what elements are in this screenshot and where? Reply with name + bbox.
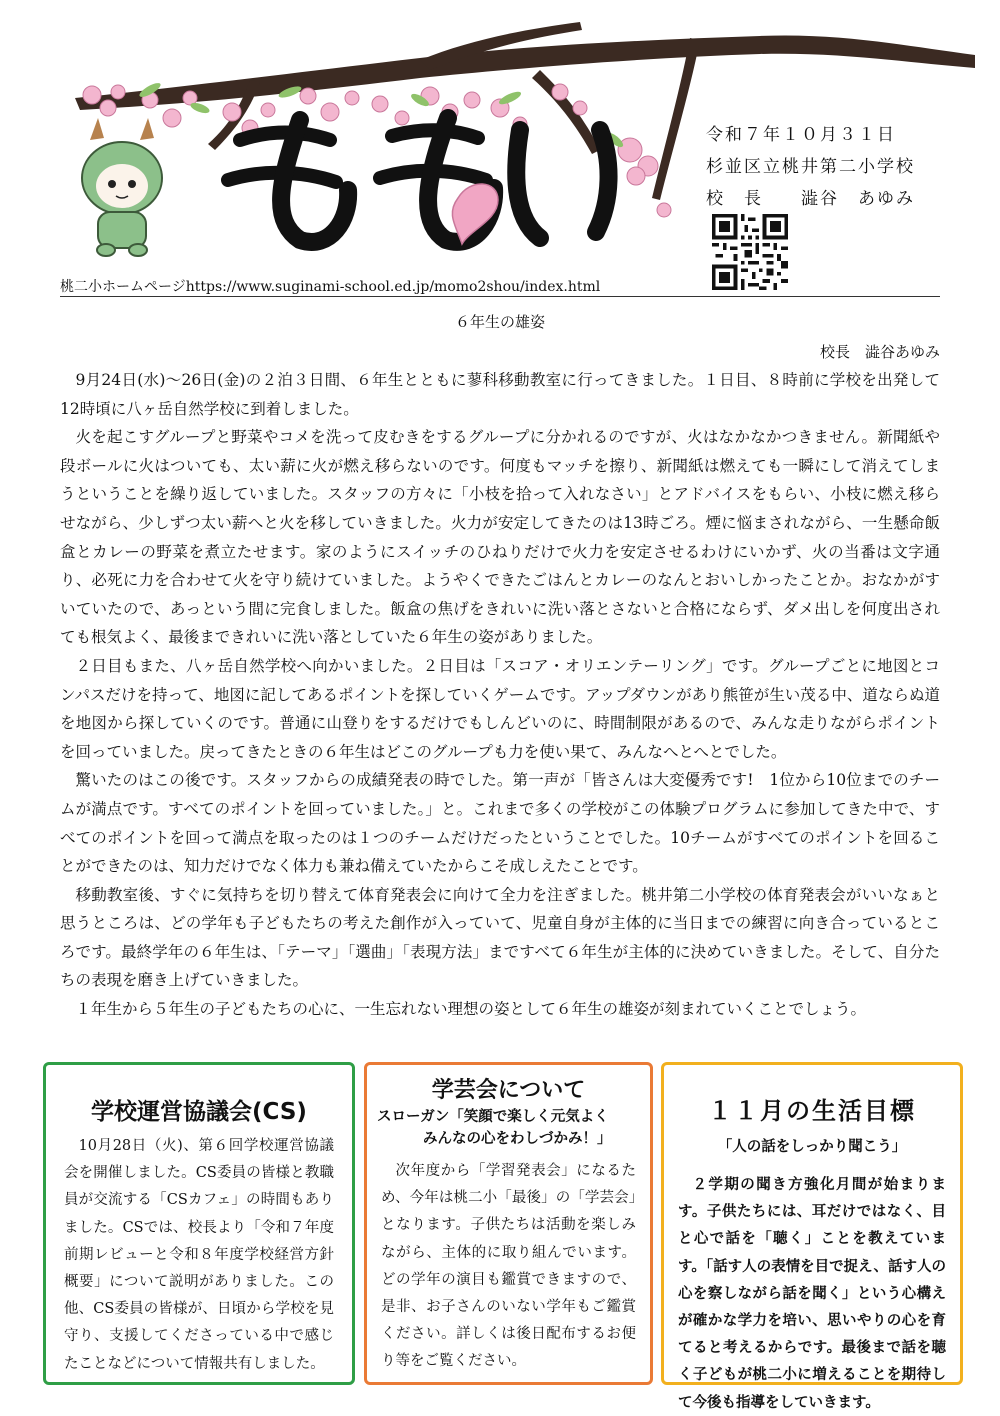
cs-box-text: 10月28日（火)、第６回学校運営協議会を開催しました。CS委員の皆様と教職員が交流する「CSカフェ」の時間もありました。CSでは、校長より「令和７年度前期レビューと令和８年度学校経営方針概要」について説明がありました。この他、CS委員の皆様が、日頃から学校を見守り、支援してくださっている中で感じたことなどについて情報共有しました。 (64, 1138, 334, 1372)
blossom-cluster (83, 84, 671, 217)
qr-code-icon (712, 214, 788, 290)
article-paragraph: 火を起こすグループと野菜やコメを洗って皮むきをするグループに分かれるのですが、火はなかなかつきません。新聞紙や段ボールに火はついても、太い薪に火が燃え移らないのです。何度もマッチを擦り、新聞紙は燃えても一瞬にして消えてしまうということを繰り返していました。スタッフの方々に「小枝を拾って入れなさい」とアドバイスをもらい、小枝に燃え移らせながら、少しずつ太い薪へと火を移していきました。火力が安定してきたのは13時ごろ。煙に悩まされながら、一生懸命飯盒とカレーの野菜を煮立たせます。家のようにスイッチのひねりだけで火力を安定させるわけにいかず、火の当番は文字通り、必死に力を合わせて火を守り続けていました。ようやくできたごはんとカレーのなんとおいしかったことか。おなかがすいていたので、あっという間に完食しました。飯盒の焦げをきれいに洗い落とさないと合格にならず、ダメ出しを何度出されても根気よく、最後まできれいに洗い落としていた６年生の姿がありました。 (60, 428, 940, 647)
header-divider (60, 296, 940, 297)
article-paragraph: 驚いたのはこの後です。スタッフからの成績発表の時でした。第一声が「皆さんは大変優秀です! 1位から10位までのチームが満点です。すべてのポイントを回っていました。」と。これまで多くの学校がこの体験プログラムに参加してきた中で、すべてのポイントを回って満点を取ったのは１つのチームだけだったということでした。10チームがすべてのポイントを回ることができたのは、知力だけでなく体力も兼ね備えていたからこそ成しえたことです。 (60, 771, 940, 876)
article-paragraph: ２日目もまた、八ヶ岳自然学校へ向かいました。２日目は「スコア・オリエンテーリング」です。グループごとに地図とコンパスだけを持って、地図に記してあるポイントを探していくゲームです。アップダウンがあり熊笹が生い茂る中、道ならぬ道を地図から探していくのです。普通に山登りをするだけでもしんどいのに、時間制限があるので、みんな走りながらポイントを回っていました。戻ってきたときの６年生はどこのグループも力を使い果て、みんなへとへとでした。 (60, 656, 940, 761)
article-paragraph: 9月24日(水)～26日(金)の２泊３日間、６年生とともに蓼科移動教室に行ってきました。１日目、８時前に学校を出発して12時頃に八ヶ岳自然学校に到着しました。 (60, 371, 940, 418)
monthly-goal-title: １１月の生活目標 (708, 1097, 916, 1125)
mascot-character (82, 118, 162, 256)
article-body (60, 366, 940, 1024)
cs-council-box (43, 1062, 355, 1385)
gakugeikai-box-title: 学芸会について (431, 1078, 586, 1103)
principal-name: 校 長 澁谷 あゆみ (706, 189, 915, 209)
gakugeikai-box-text: 次年度から「学習発表会」になるため、今年は桃二小「最後」の「学芸会」となります。子供たちは活動を楽しみながら、主体的に取り組んでいます。どの学年の演目も鑑賞できますので、是非、お子さんのいない学年もご鑑賞ください。詳しくは後日配布するお便り等をご覧ください。 (381, 1163, 636, 1370)
monthly-goal-subtitle: 「人の話をしっかり聞こう」 (717, 1138, 907, 1155)
gakugeikai-box (364, 1062, 653, 1385)
masthead-illustration (0, 0, 1000, 300)
monthly-goal-text: ２学期の聞き方強化月間が始まります。子供たちには、耳だけではなく、目と心で話を「聴く」ことを教えています。「話す人の表情を目で捉え、話す人の心を察しながら話を聞く」という心構えが確かな学力を培い、思いやりの心を育てると考えるからです。最後まで話を聴く子どもが桃二小に増えることを期待して今後も指導をしていきます。 (678, 1176, 946, 1411)
gakugeikai-slogan (377, 1106, 642, 1150)
slogan-line-1: スローガン「笑顔で楽しく元気よく (377, 1108, 609, 1125)
article-paragraph: １年生から５年生の子どもたちの心に、一生忘れない理想の姿として６年生の雄姿が刻まれていくことでしょう。 (75, 1000, 867, 1019)
article-author: 校長 澁谷あゆみ (819, 343, 940, 361)
issue-date: 令和７年１０月３１日 (706, 125, 896, 145)
school-name: 杉並区立桃井第二小学校 (706, 157, 915, 177)
cs-box-title: 学校運営協議会(CS) (91, 1099, 307, 1125)
article-paragraph: 移動教室後、すぐに気持ちを切り替えて体育発表会に向けて全力を注ぎました。桃井第二小学校の体育発表会がいいなぁと思うところは、どの学年も子どもたちの考えた創作が入っていて、児童自身が主体的に当日までの練習に向き合っているところです。最終学年の６年生は、「テーマ」「選曲」「表現方法」まですべて６年生が主体的に決めていきました。そして、自分たちの表現を磨き上げていきました。 (60, 885, 940, 990)
title-lettering (228, 118, 609, 242)
article-title: ６年生の雄姿 (454, 313, 545, 331)
monthly-goal-box (661, 1062, 963, 1411)
homepage-link[interactable]: 桃二小ホームページhttps://www.suginami-school.ed.jp/momo2shou/index.html (60, 279, 601, 295)
slogan-line-2: みんなの心をわしづかみ！」 (423, 1130, 612, 1147)
cherry-branch (75, 36, 975, 110)
